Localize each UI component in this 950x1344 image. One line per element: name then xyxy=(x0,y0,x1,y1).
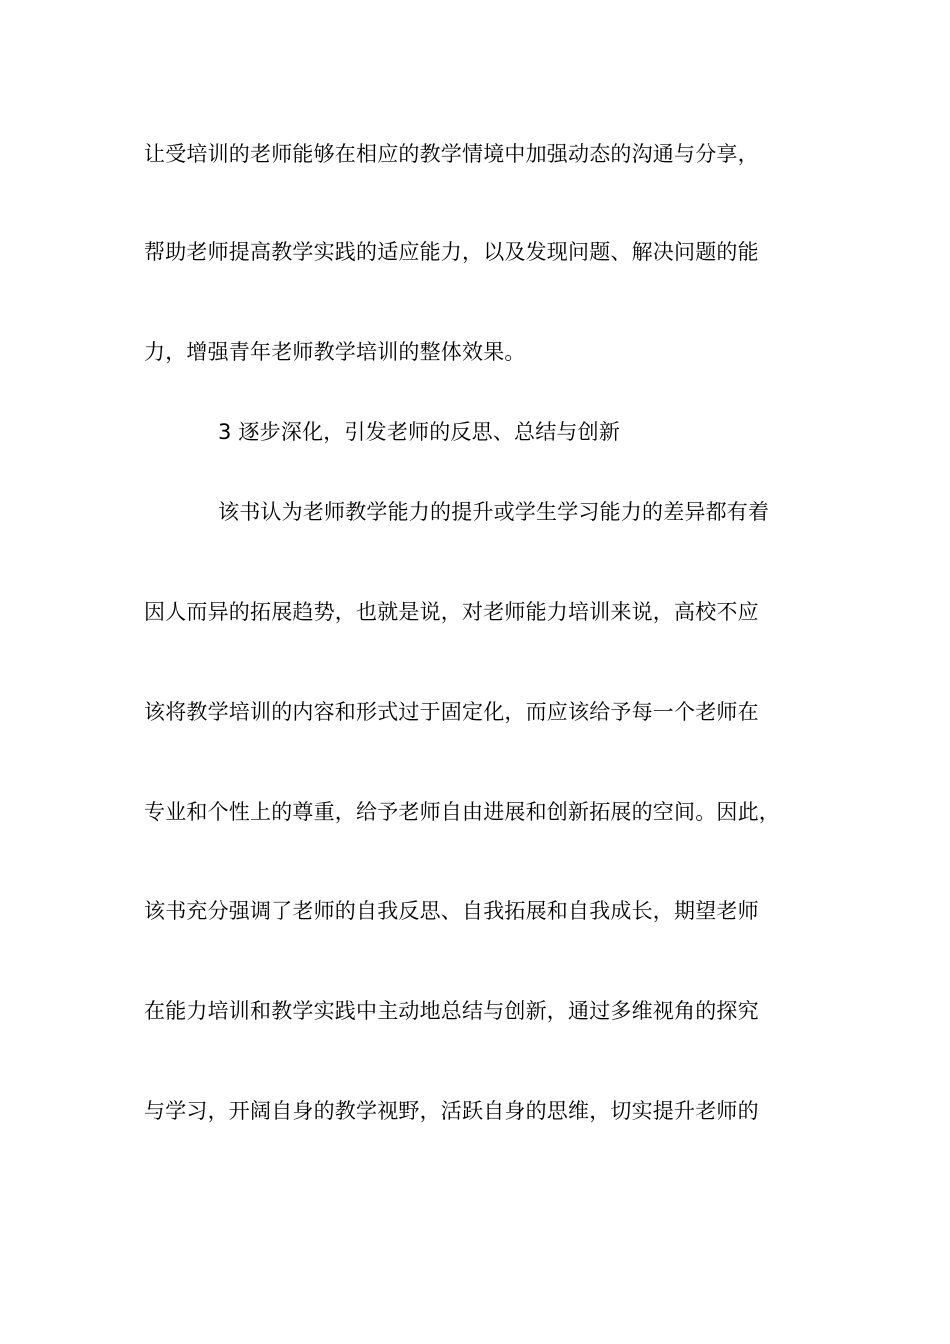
paragraph-line-10: 与学习，开阔自身的教学视野，活跃自身的思维，切实提升老师的 xyxy=(144,1099,759,1123)
paragraph-line-1: 让受培训的老师能够在相应的教学情境中加强动态的沟通与分享， xyxy=(144,142,759,166)
paragraph-line-7: 专业和个性上的尊重，给予老师自由进展和创新拓展的空间。因此， xyxy=(144,800,780,824)
paragraph-line-9: 在能力培训和教学实践中主动地总结与创新，通过多维视角的探究 xyxy=(144,999,759,1023)
paragraph-line-4: 该书认为老师教学能力的提升或学生学习能力的差异都有着 xyxy=(218,500,770,524)
paragraph-line-2: 帮助老师提高教学实践的适应能力，以及发现问题、解决问题的能 xyxy=(144,240,759,264)
paragraph-line-3: 力，增强青年老师教学培训的整体效果。 xyxy=(144,340,526,364)
section-heading: 3 逐步深化，引发老师的反思、总结与创新 xyxy=(218,420,621,444)
paragraph-line-5: 因人而异的拓展趋势，也就是说，对老师能力培训来说，高校不应 xyxy=(144,600,759,624)
paragraph-line-6: 该将教学培训的内容和形式过于固定化，而应该给予每一个老师在 xyxy=(144,700,759,724)
paragraph-line-8: 该书充分强调了老师的自我反思、自我拓展和自我成长，期望老师 xyxy=(144,899,759,923)
